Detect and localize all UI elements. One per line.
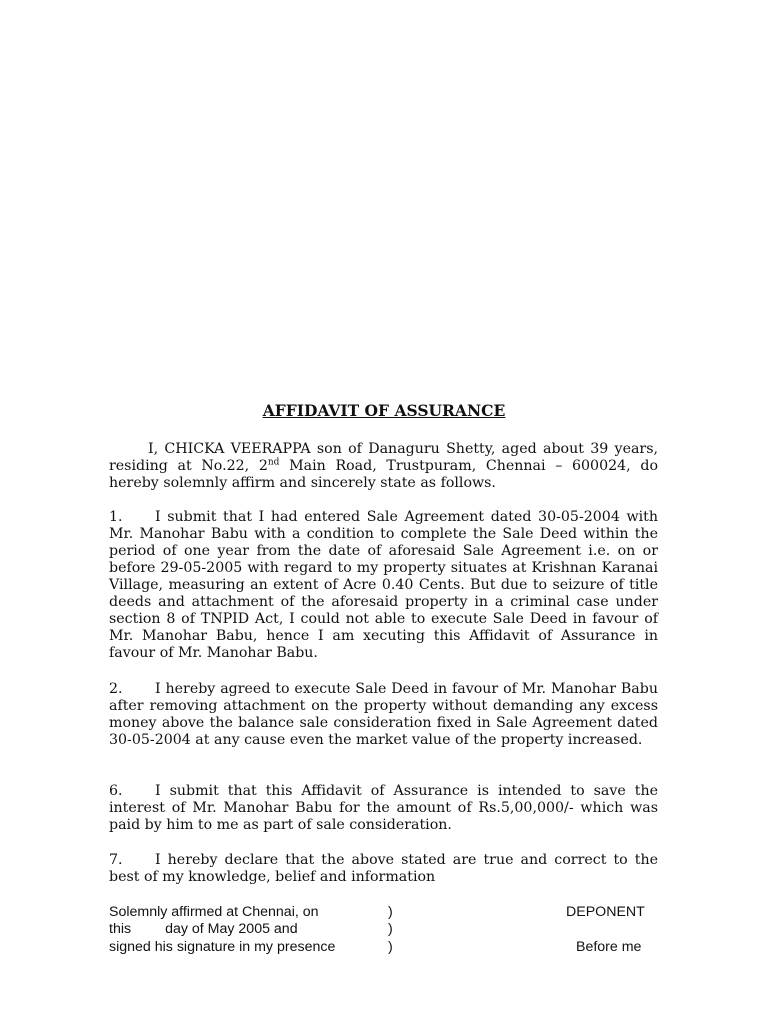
attestation-bracket: ) xyxy=(388,904,393,920)
paragraph-number: 6. xyxy=(109,783,123,799)
paragraph-text: I submit that I had entered Sale Agreement dated 30-05-2004 with Mr. Manohar Babu with a condition to complete the Sale Deed within the period of one year from the date of aforesaid Sale Agreement i.e. on or before 29-05-2005 with regard to my property situates at Krishnan Karanai Village, measuring an extent of Acre 0.40 Cents. But due to seizure of title deeds and attachment of the aforesaid property in a criminal case under section 8 of TNPID Act, I could not able to execute Sale Deed in favour of Mr. Manohar Babu, hence I am xecuting this Affidavit of Assurance in favour of Mr. Manohar Babu. xyxy=(109,509,658,661)
paragraph-number: 2. xyxy=(109,681,123,697)
intro-superscript: nd xyxy=(267,457,280,468)
attestation-affirmed-text: Solemnly affirmed at Chennai, on xyxy=(109,904,319,920)
intro-text-start: I, CHICKA VEERAPPA son of Danaguru Shetty, aged about 39 years, residing at No.22, 2 xyxy=(109,441,658,474)
paragraph-text: I hereby agreed to execute Sale Deed in favour of Mr. Manohar Babu after removing attachment on the property without demanding any excess money above the balance sale consideration fixed in Sale Agreement dated 30-05-2004 at any cause even the market value of the property increased. xyxy=(109,681,658,748)
paragraph-7 xyxy=(109,852,658,886)
paragraph-number: 7. xyxy=(109,852,123,868)
paragraph-2 xyxy=(109,681,658,749)
paragraph-6 xyxy=(109,783,658,834)
paragraph-text: I submit that this Affidavit of Assurance is intended to save the interest of Mr. Manohar Babu for the amount of Rs.5,00,000/- which was paid by him to me as part of sale consideration. xyxy=(109,783,658,833)
attestation-bracket: ) xyxy=(388,921,393,938)
attestation-block xyxy=(109,904,669,956)
paragraph-number: 1. xyxy=(109,509,123,525)
attestation-line-1 xyxy=(109,904,669,921)
attestation-bracket: ) xyxy=(388,938,393,955)
before-me-label: Before me xyxy=(576,938,642,955)
attestation-signed-text: signed his signature in my presence xyxy=(109,938,336,955)
document-title: AFFIDAVIT OF ASSURANCE xyxy=(262,401,506,420)
attestation-this-text: this xyxy=(109,921,132,938)
attestation-line-3 xyxy=(109,939,669,956)
attestation-day-text: day of May 2005 and xyxy=(165,921,298,938)
deponent-label: DEPONENT xyxy=(566,904,645,920)
attestation-line-2 xyxy=(109,921,669,938)
paragraph-text: I hereby declare that the above stated are true and correct to the best of my knowledge, belief and information xyxy=(109,852,658,885)
paragraph-1 xyxy=(109,509,658,662)
intro-paragraph xyxy=(109,441,658,492)
intro-text-end: Main Road, Trustpuram, Chennai – 600024, do hereby solemnly affirm and sincerely state as follows. xyxy=(109,458,658,491)
